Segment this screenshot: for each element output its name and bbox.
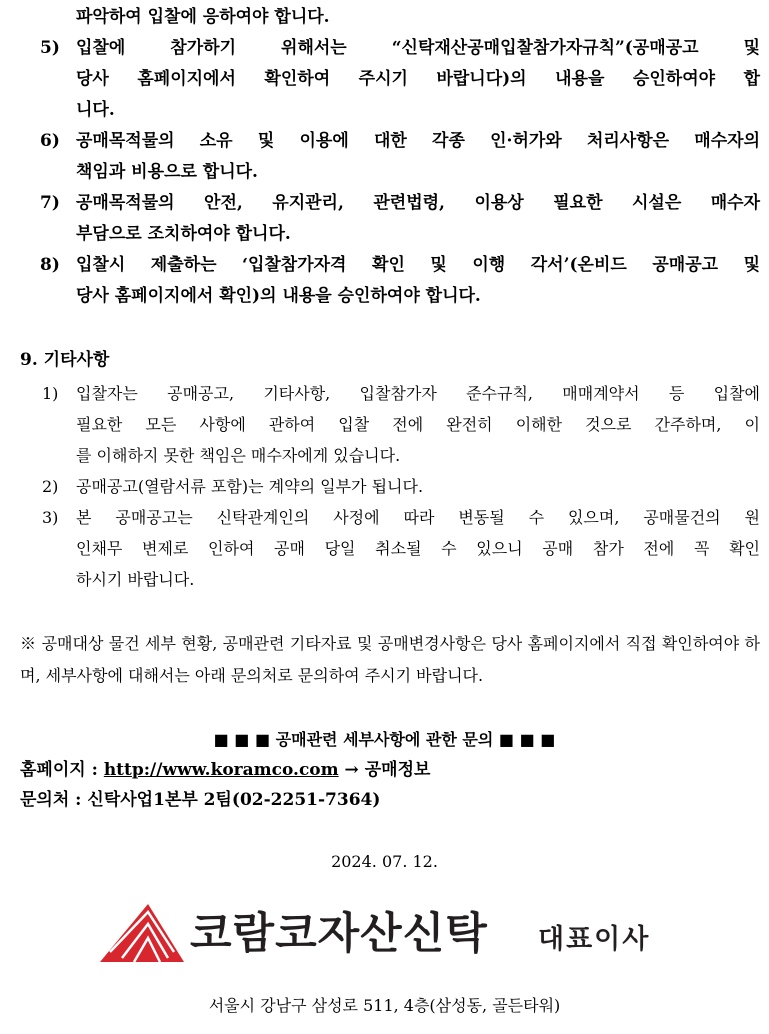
homepage-line (20, 758, 430, 782)
list-item-2 (20, 471, 760, 502)
item-line: 입찰자는 공매공고, 기타사항, 입찰참가자 준수규칙, 매매계약서 등 입찰에 (76, 384, 760, 403)
item-number: 1) (42, 384, 59, 403)
item-line: 인채무 변제로 인하여 공매 당일 취소될 수 있으니 공매 참가 전에 꼭 확인 (76, 539, 760, 558)
section9-list (20, 378, 760, 595)
item-line: 공매공고(열람서류 포함)는 계약의 일부가 됩니다. (76, 477, 424, 496)
homepage-link[interactable]: http://www.koramco.com (103, 760, 339, 780)
item-line: 공매목적물의 안전, 유지관리, 관련법령, 이용상 필요한 시설은 매수자 (76, 193, 760, 213)
company-address: 서울시 강남구 삼성로 511, 4층(삼성동, 골든타워) (208, 996, 561, 1015)
item-line: 를 이해하지 못한 책임은 매수자에게 있습니다. (76, 446, 401, 465)
notice-paragraph: ※ 공매대상 물건 세부 현황, 공매관련 기타자료 및 공매변경사항은 당사 홈페이지에서 직접 확인하여야 하며, 세부사항에 대해서는 아래 문의처로 문의하여 주시기 바랍니다. (20, 634, 760, 685)
company-name: 코람코자산신탁 (190, 909, 488, 959)
continued-text: 파악하여 입찰에 응하여야 합니다. (76, 7, 330, 27)
item-line: 입찰시 제출하는 ‘입찰참가자격 확인 및 이행 각서’(온비드 공매공고 및 (76, 255, 760, 275)
item-number: 6) (40, 131, 60, 151)
list-item-8 (20, 250, 760, 312)
item-line: 부담으로 조치하여야 합니다. (76, 224, 291, 244)
inquiry-title: ■ ■ ■ 공매관련 세부사항에 관한 문의 ■ ■ ■ (213, 730, 556, 749)
item-line: 당사 홈페이지에서 확인)의 내용을 승인하여야 합니다. (76, 286, 481, 306)
section-title: 9. 기타사항 (20, 350, 110, 370)
homepage-label: 홈페이지 : (20, 760, 104, 780)
list-item-7 (20, 188, 760, 250)
item-line: 입찰에 참가하기 위해서는 “신탁재산공매입찰참가자규칙”(공매공고 및 (76, 38, 760, 58)
item-line: 책임과 비용으로 합니다. (76, 162, 258, 182)
document-date: 2024. 07. 12. (331, 852, 438, 871)
item-number: 3) (42, 508, 59, 527)
list-item-3 (20, 502, 760, 595)
contact-line (20, 788, 380, 812)
bold-items-list (20, 33, 760, 312)
item-number: 8) (40, 255, 60, 275)
contact-label: 문의처 : (20, 790, 88, 810)
item-number: 7) (40, 193, 60, 213)
item-line: 본 공매공고는 신탁관계인의 사정에 따라 변동될 수 있으며, 공매물건의 원 (76, 508, 760, 527)
homepage-suffix: → 공매정보 (338, 760, 431, 780)
list-item-6 (20, 126, 760, 188)
item-line: 공매목적물의 소유 및 이용에 대한 각종 인·허가와 처리사항은 매수자의 (76, 131, 760, 151)
item-line: 당사 홈페이지에서 확인하여 주시기 바랍니다)의 내용을 승인하여야 합 (76, 69, 760, 89)
item-number: 5) (40, 38, 60, 58)
item-line: 니다. (76, 100, 115, 120)
item-line: 하시기 바랍니다. (76, 570, 195, 589)
item-number: 2) (42, 477, 59, 496)
list-item-1 (20, 378, 760, 471)
item-line: 필요한 모든 사항에 관하여 입찰 전에 완전히 이해한 것으로 간주하며, 이 (76, 415, 760, 434)
contact-value: 신탁사업1본부 2팀(02-2251-7364) (87, 790, 381, 810)
list-item-5 (20, 33, 760, 126)
continued-paragraph (20, 2, 760, 33)
representative-title: 대표이사 (538, 924, 651, 955)
